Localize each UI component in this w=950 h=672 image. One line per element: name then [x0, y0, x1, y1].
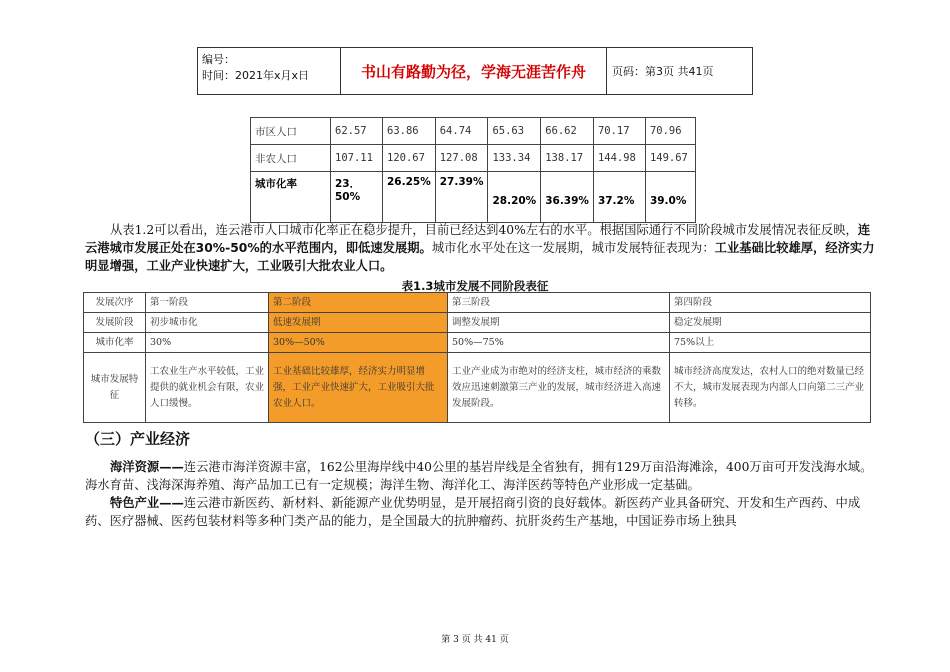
- paragraph-bold: 海洋资源——: [110, 460, 184, 474]
- table-cell: 144.98: [593, 145, 645, 172]
- table-cell: 149.67: [645, 145, 695, 172]
- table-cell: 50%—75%: [448, 333, 670, 353]
- population-table: [250, 117, 696, 223]
- marine-resources-paragraph: [85, 458, 875, 494]
- header-motto: 书山有路勤为径，学海无涯苦作舟: [341, 48, 607, 94]
- number-label: 编号：: [202, 53, 235, 66]
- table-row: [84, 353, 871, 423]
- table-cell: 120.67: [383, 145, 436, 172]
- table-cell-highlight: 30%—50%: [269, 333, 448, 353]
- paragraph-text: 连云港市海洋资源丰富，162公里海岸线中40公里的基岩岸线是全省独有，拥有129万亩沿海滩涂，400万亩可开发浅海水域。海水育苗、浅海深海养殖、海产品加工已有一定规模；海洋生物、海洋化工、海洋医药等特色产业形成一定基础。: [85, 460, 873, 492]
- table-cell-highlight: 第二阶段: [269, 293, 448, 313]
- table-cell: 36.39%: [541, 172, 594, 223]
- table-cell: 城市经济高度发达，农村人口的绝对数量已经不大，城市发展表现为内部人口向第二三产业转移。: [670, 353, 871, 423]
- table-caption: 表1.3城市发展不同阶段表征: [401, 279, 549, 293]
- table-row: [84, 293, 871, 313]
- table-cell: 65.63: [488, 118, 541, 145]
- table-row: [84, 333, 871, 353]
- paragraph-text: 从表1.2可以看出，连云港市人口城市化率正在稳步提升，目前已经达到40%左右的水平。根据国际通行不同阶段城市发展情况表征反映，: [110, 223, 858, 237]
- table-cell: 稳定发展期: [670, 313, 871, 333]
- table-cell: 第四阶段: [670, 293, 871, 313]
- table-cell: 27.39%: [435, 172, 488, 223]
- paragraph-text: 连云港市新医药、新材料、新能源产业优势明显，是开展招商引资的良好载体。新医药产业具备研究、开发和生产西药、中成药、医疗器械、医药包装材料等多种门类产品的能力，是全国最大的抗肿瘤药、抗肝炎药生产基地，中国证券市场上独具: [85, 496, 861, 528]
- paragraph-bold: 工业基础比较雄厚，经济实力明显增强，工业产业快速扩大，工业吸引大批农业人口。: [85, 241, 875, 273]
- table-cell: 62.57: [331, 118, 383, 145]
- paragraph-bold: 连云港城市发展正处在30%-50%的水平范围内，即低速发展期。: [85, 223, 871, 255]
- section-heading: （三）产业经济: [85, 430, 191, 448]
- row-label: 城市化率: [84, 333, 146, 353]
- table-cell: 第一阶段: [146, 293, 269, 313]
- table-cell: 75%以上: [670, 333, 871, 353]
- table-row: [251, 145, 696, 172]
- table-cell: 调整发展期: [448, 313, 670, 333]
- table-row: [84, 313, 871, 333]
- page-header: [197, 47, 753, 95]
- table-cell: 23．50%: [331, 172, 383, 223]
- analysis-paragraph: [85, 221, 875, 275]
- table-cell: 138.17: [541, 145, 594, 172]
- table-cell: 70.17: [593, 118, 645, 145]
- table-cell: 39.0%: [645, 172, 695, 223]
- table-cell: 70.96: [645, 118, 695, 145]
- row-label: 非农人口: [251, 145, 331, 172]
- row-label: 发展阶段: [84, 313, 146, 333]
- table-cell: 工农业生产水平较低，工业提供的就业机会有限，农业人口缓慢。: [146, 353, 269, 423]
- table-cell: 初步城市化: [146, 313, 269, 333]
- paragraph-text: 城市化水平处在这一发展期，城市发展特征表现为：: [431, 241, 715, 255]
- featured-industry-paragraph: [85, 494, 875, 530]
- row-label: 市区人口: [251, 118, 331, 145]
- row-label: 城市发展特征: [84, 353, 146, 423]
- table-row: [251, 118, 696, 145]
- row-label: 城市化率: [251, 172, 331, 223]
- table-cell-highlight: 工业基础比较雄厚，经济实力明显增强，工业产业快速扩大，工业吸引大批农业人口。: [269, 353, 448, 423]
- table-cell: 66.62: [541, 118, 594, 145]
- stage-table: [83, 292, 871, 423]
- row-label: 发展次序: [84, 293, 146, 313]
- header-meta: [198, 48, 341, 94]
- table-cell-highlight: 低速发展期: [269, 313, 448, 333]
- table-cell: 第三阶段: [448, 293, 670, 313]
- table-cell: 28.20%: [488, 172, 541, 223]
- table-cell: 37.2%: [593, 172, 645, 223]
- table-cell: 26.25%: [383, 172, 436, 223]
- page-footer: 第 3 页 共 41 页: [441, 635, 509, 645]
- time-label: 时间：2021年x月x日: [202, 69, 310, 82]
- table-cell: 63.86: [383, 118, 436, 145]
- table-row: [251, 172, 696, 223]
- table-cell: 107.11: [331, 145, 383, 172]
- header-page-info: 页码：第3页 共41页: [612, 65, 714, 78]
- table-cell: 133.34: [488, 145, 541, 172]
- paragraph-bold: 特色产业——: [110, 496, 184, 510]
- table-cell: 64.74: [435, 118, 488, 145]
- table-cell: 工业产业成为市绝对的经济支柱，城市经济的乘数效应迅速刺激第三产业的发展，城市经济进入高速发展阶段。: [448, 353, 670, 423]
- table-cell: 127.08: [435, 145, 488, 172]
- table-cell: 30%: [146, 333, 269, 353]
